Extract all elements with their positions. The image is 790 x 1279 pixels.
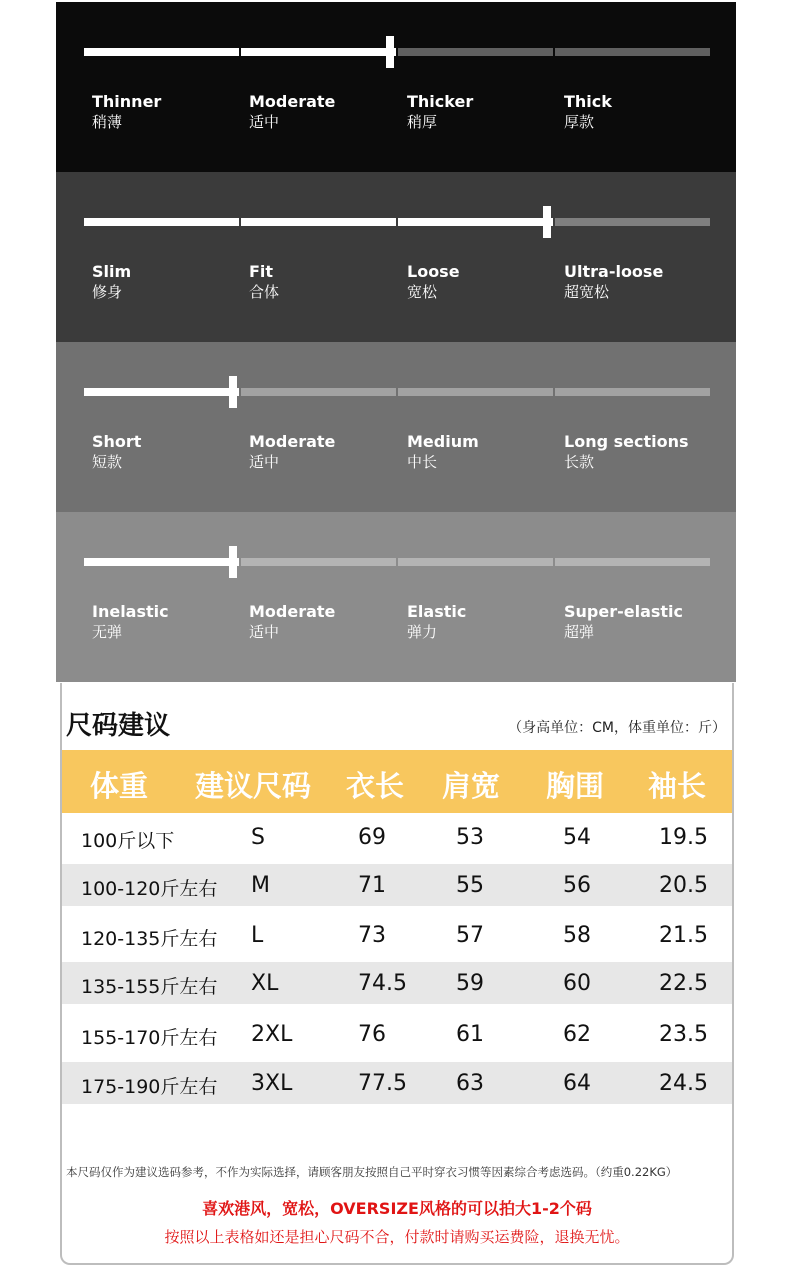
table-cell: 120-135斤左右 [81,928,218,950]
option-label-en: Super-elastic [564,602,684,621]
scale-segment [84,558,239,566]
option-label-zh: 合体 [249,283,280,301]
table-cell: 23.5 [659,1022,708,1047]
scale-segment [241,558,396,566]
attribute-option [564,262,714,302]
attribute-option [249,92,399,132]
option-label-en: Long sections [564,432,689,451]
column-header: 建议尺码 [195,769,312,803]
scale-segment [555,218,710,226]
attribute-option [92,92,242,132]
table-cell: 2XL [251,1022,293,1047]
table-cell: 175-190斤左右 [81,1076,218,1098]
table-row [62,962,732,1004]
option-label-zh: 稍薄 [92,113,123,131]
option-label-en: Thicker [407,92,474,111]
attribute-row-thickness [56,2,736,172]
attribute-option [92,262,242,302]
attribute-option [92,602,242,642]
option-label-en: Moderate [249,602,336,621]
size-chart [60,683,734,1265]
table-cell: 73 [358,923,386,948]
option-label-en: Ultra-loose [564,262,664,281]
scale-segment [84,218,239,226]
table-row [62,1013,732,1055]
table-cell: 76 [358,1022,386,1047]
attribute-option [564,432,714,472]
table-cell: 63 [456,1071,484,1096]
option-label-en: Moderate [249,92,336,111]
table-cell: 22.5 [659,971,708,996]
option-label-zh: 弹力 [407,623,438,641]
option-label-zh: 稍厚 [407,113,438,131]
table-cell: 77.5 [358,1071,407,1096]
promo-oversize: 喜欢港风，宽松，OVERSIZE风格的可以拍大1-2个码 [202,1199,592,1218]
scale-segment [398,558,553,566]
option-label-zh: 长款 [564,453,595,471]
attribute-option [407,262,557,302]
scale-segment [398,48,553,56]
column-header: 衣长 [346,769,405,803]
scale-segment [84,388,239,396]
option-label-en: Moderate [249,432,336,451]
option-label-zh: 适中 [249,453,280,471]
option-label-zh: 短款 [92,453,123,471]
table-cell: 21.5 [659,923,708,948]
column-header: 胸围 [546,769,605,803]
attribute-option [249,432,399,472]
table-cell: 155-170斤左右 [81,1027,218,1049]
table-cell: M [251,873,270,898]
option-label-en: Medium [407,432,479,451]
scale-marker [229,546,237,578]
table-cell: 71 [358,873,386,898]
option-label-en: Fit [249,262,274,281]
table-cell: XL [251,971,279,996]
size-table-header [62,750,732,813]
scale-segment [555,48,710,56]
table-cell: 19.5 [659,825,708,850]
option-label-zh: 适中 [249,113,280,131]
size-chart-note: 本尺码仅作为建议选码参考，不作为实际选择，请顾客朋友按照自己平时穿衣习惯等因素综合考虑选码。（约重0.22KG） [66,1165,678,1179]
table-cell: 135-155斤左右 [81,976,218,998]
table-cell: 59 [456,971,484,996]
attribute-option [249,262,399,302]
table-row [62,914,732,956]
table-cell: 54 [563,825,591,850]
option-label-en: Inelastic [92,602,169,621]
table-cell: 53 [456,825,484,850]
attribute-option [407,432,557,472]
scale-segment [241,218,396,226]
attribute-option [407,92,557,132]
table-cell: 61 [456,1022,484,1047]
size-chart-unit-note: （身高单位：CM，体重单位：斤） [508,720,726,736]
option-label-en: Thick [564,92,612,111]
option-label-zh: 修身 [92,283,123,301]
scale-segment [398,218,553,226]
option-label-zh: 宽松 [407,283,438,301]
scale-segment [555,558,710,566]
option-label-en: Short [92,432,142,451]
table-row [62,816,732,858]
table-cell: 24.5 [659,1071,708,1096]
table-cell: 20.5 [659,873,708,898]
table-cell: 74.5 [358,971,407,996]
attribute-row-fit [56,172,736,342]
table-cell: 100斤以下 [81,830,175,852]
option-label-zh: 适中 [249,623,280,641]
table-cell: 62 [563,1022,591,1047]
option-label-zh: 中长 [407,453,438,471]
scale-marker [229,376,237,408]
scale-segment [241,48,396,56]
table-cell: 56 [563,873,591,898]
table-cell: 100-120斤左右 [81,878,218,900]
table-cell: 57 [456,923,484,948]
size-chart-title: 尺码建议 [66,711,171,741]
option-label-en: Loose [407,262,460,281]
table-row [62,1062,732,1104]
table-cell: 64 [563,1071,591,1096]
attribute-option [564,602,714,642]
attribute-option [564,92,714,132]
scale-segment [398,388,553,396]
scale-segment [555,388,710,396]
scale-marker [543,206,551,238]
promo-shipping-insurance: 按照以上表格如还是担心尺码不合，付款时请购买运费险，退换无忧。 [164,1228,630,1246]
table-cell: 60 [563,971,591,996]
option-label-zh: 超弹 [564,623,595,641]
option-label-en: Thinner [92,92,162,111]
attribute-row-elasticity [56,512,736,682]
table-cell: 58 [563,923,591,948]
attribute-option [92,432,242,472]
column-header: 体重 [90,769,149,803]
option-label-en: Slim [92,262,132,281]
table-cell: 69 [358,825,386,850]
option-label-zh: 厚款 [564,113,595,131]
table-cell: 3XL [251,1071,293,1096]
option-label-zh: 无弹 [92,623,123,641]
attribute-row-length [56,342,736,512]
table-row [62,864,732,906]
column-header: 肩宽 [442,769,501,803]
scale-marker [386,36,394,68]
table-cell: S [251,825,265,850]
attribute-option [249,602,399,642]
table-cell: L [251,923,264,948]
scale-segment [241,388,396,396]
scale-segment [84,48,239,56]
table-cell: 55 [456,873,484,898]
product-attributes-panel [56,2,736,682]
option-label-zh: 超宽松 [564,283,610,301]
option-label-en: Elastic [407,602,467,621]
column-header: 袖长 [648,769,707,803]
attribute-option [407,602,557,642]
